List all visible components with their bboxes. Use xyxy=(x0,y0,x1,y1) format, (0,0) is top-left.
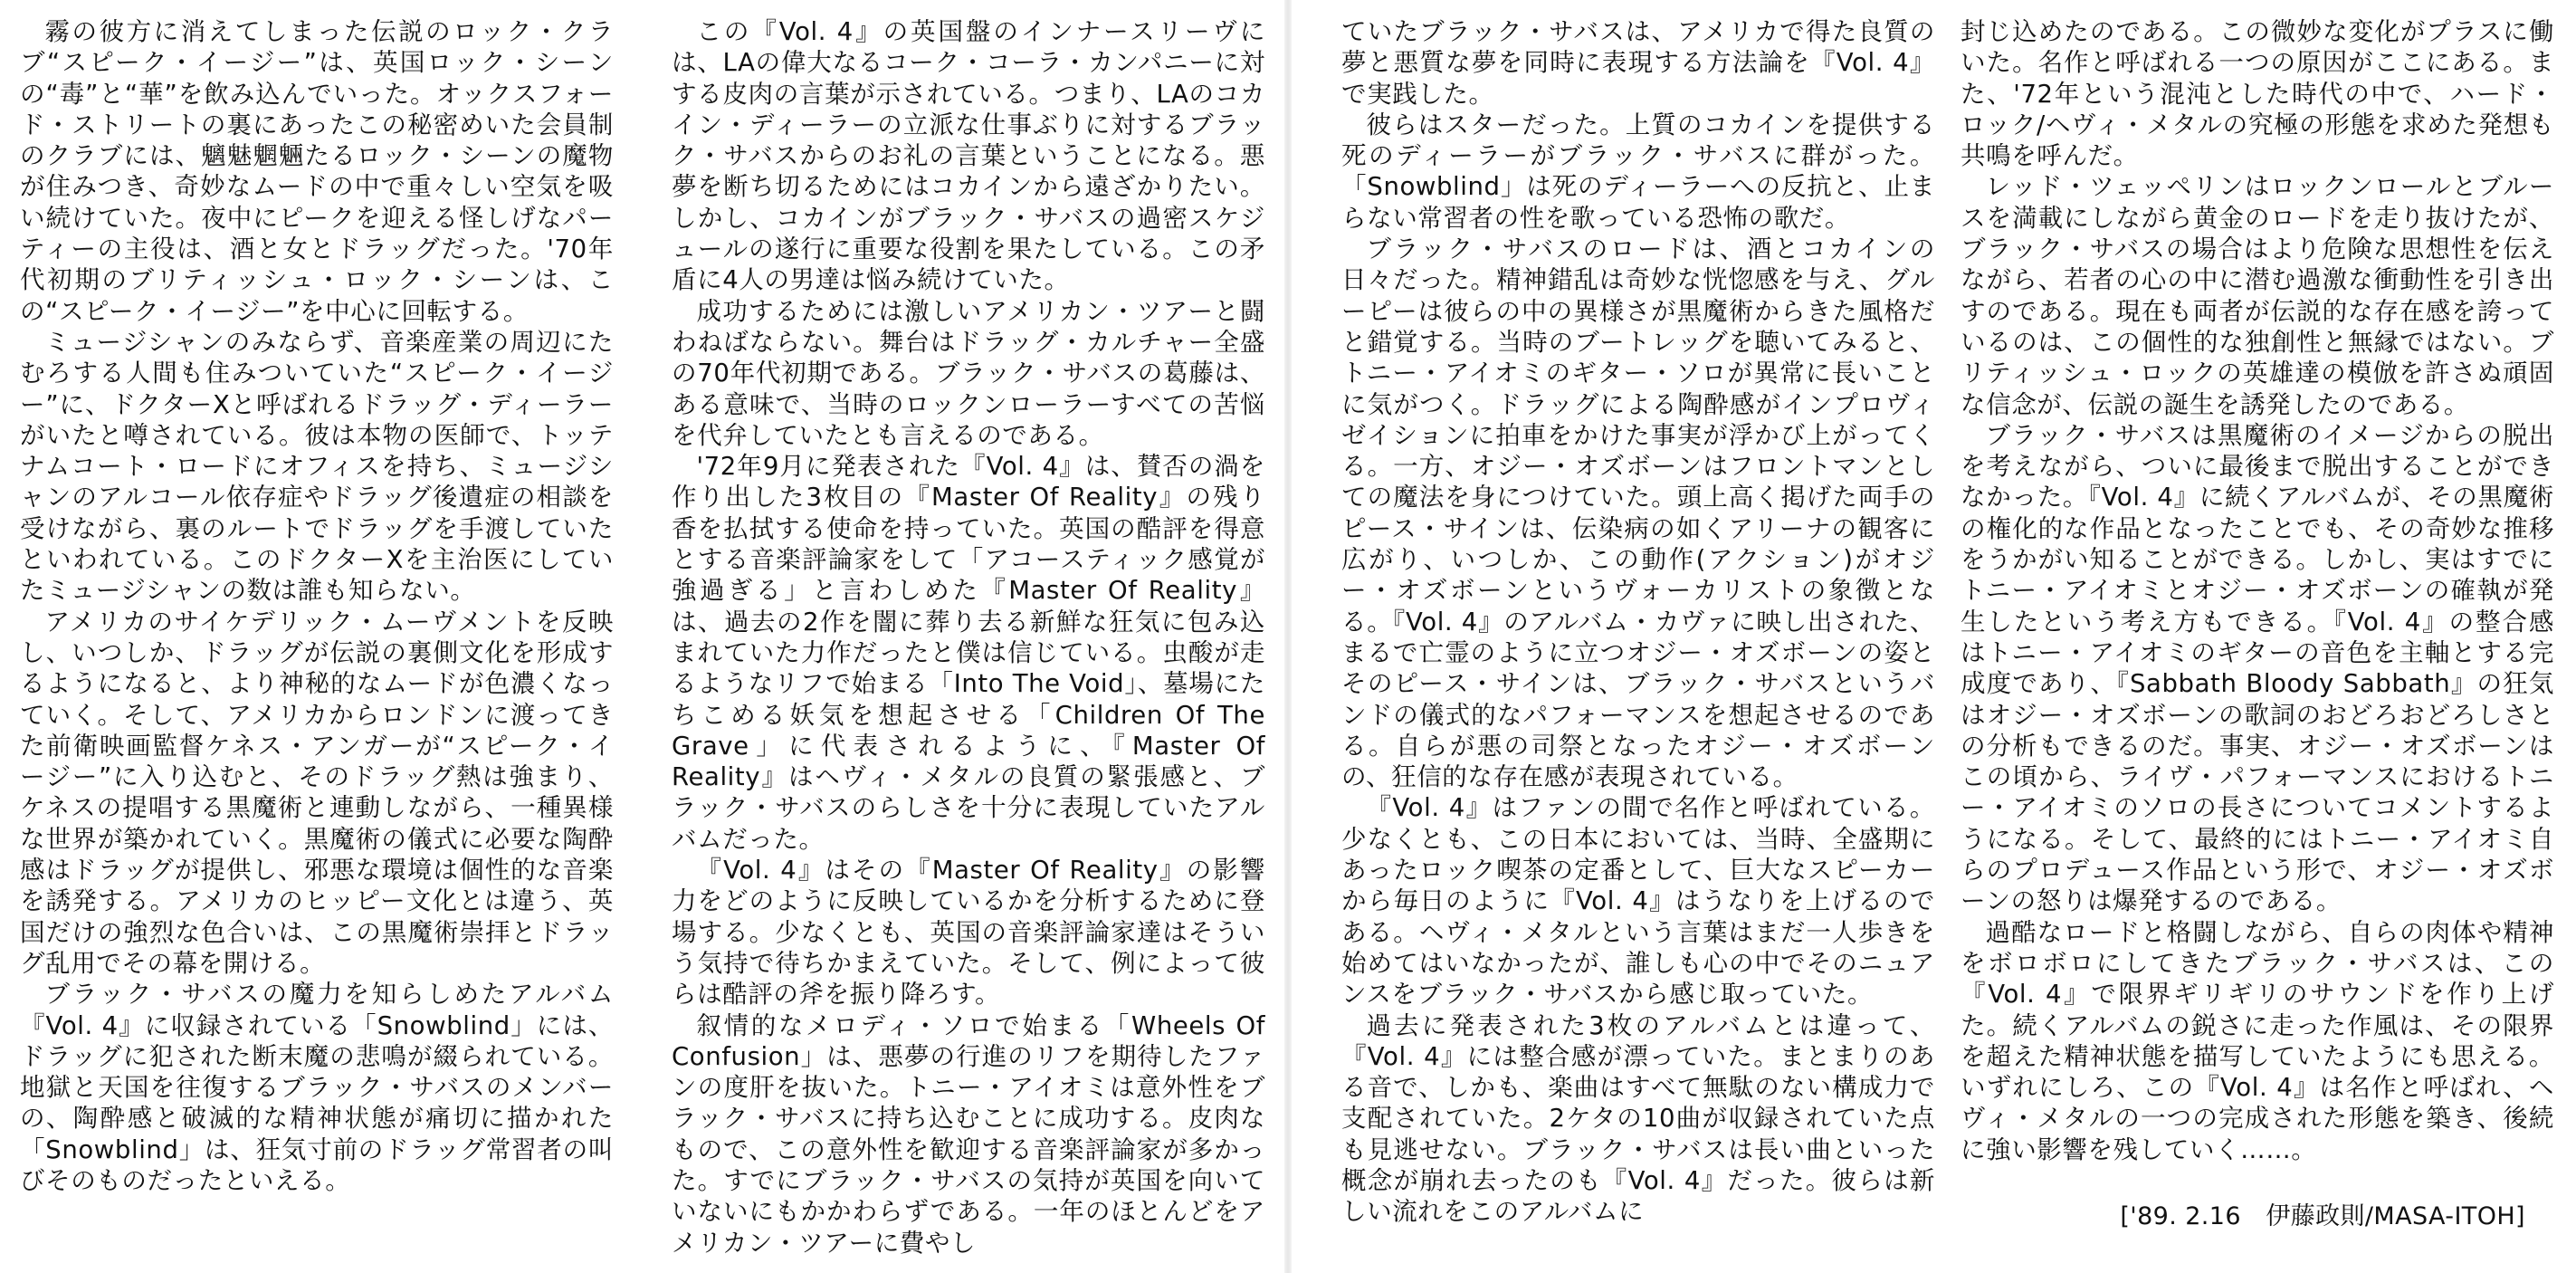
paragraph: この『Vol. 4』の英国盤のインナースリーヴには、LAの偉大なるコーク・コーラ・カンパニーに対する皮肉の言葉が示されている。つまり、LAのコカイン・ディーラーの立派な仕事ぶりに対するブラック・サバスからのお礼の言葉ということになる。悪夢を断ち切るためにはコカインから遠ざかりたい。しかし、コカインがブラック・サバスの過密スケジュールの遂行に重要な役割を果たしている。この矛盾に4人の男達は悩み続けていた。 xyxy=(672,17,1265,295)
paragraph: ていたブラック・サバスは、アメリカで得た良質の夢と悪質な夢を同時に表現する方法論を『Vol. 4』で実践した。 xyxy=(1341,17,1935,109)
author-signature: ['89. 2.16 伊藤政則/MASA-ITOH] xyxy=(2120,1202,2525,1230)
paragraph: ブラック・サバスは黒魔術のイメージからの脱出を考えながら、ついに最後まで脱出することができなかった。『Vol. 4』に続くアルバムが、その黒魔術の権化的な作品となったことでも、その奇妙な推移をうかがい知ることができる。しかし、実はすでにトニー・アイオミとオジー・オズボーンの確執が発生したという考え方もできる。『Vol. 4』の整合感はトニー・アイオミのギターの音色を主軸とする完成度であり、『Sabbath Bloody Sabbath』の狂気はオジー・オズボーンの歌詞のおどろおどろしさとの分析もできるのだ。事実、オジー・オズボーンはこの頃から、ライヴ・パフォーマンスにおけるトニー・アイオミのソロの長さについてコメントするようになる。そして、最終的にはトニー・アイオミ自らのプロデュース作品という形で、オジー・オズボーンの怒りは爆発するのである。 xyxy=(1961,420,2554,916)
paragraph: 成功するためには激しいアメリカン・ツアーと闘わねばならない。舞台はドラッグ・カルチャー全盛の70年代初期である。ブラック・サバスの葛藤は、ある意味で、当時のロックンローラーすべての苦悩を代弁していたとも言えるのである。 xyxy=(672,296,1265,450)
paragraph: レッド・ツェッペリンはロックンロールとブルースを満載にしながら黄金のロードを走り抜けたが、ブラック・サバスの場合はより危険な思想性を伝えながら、若者の心の中に潜む過激な衝動性を引き出すのである。現在も両者が伝説的な存在感を誇っているのは、この個性的な独創性と無縁ではない。ブリティッシュ・ロックの英雄達の模倣を許さぬ頑固な信念が、伝説の誕生を誘発したのである。 xyxy=(1961,172,2554,419)
paragraph: 『Vol. 4』はファンの間で名作と呼ばれている。少なくとも、この日本においては、当時、全盛期にあったロック喫茶の定番として、巨大なスピーカーから毎日のように『Vol. 4』はうなりを上げるのである。ヘヴィ・メタルという言葉はまだ一人歩きを始めてはいなかったが、誰しも心の中でそのニュアンスをブラック・サバスから感じ取っていた。 xyxy=(1341,793,1935,1010)
paragraph: アメリカのサイケデリック・ムーヴメントを反映し、いつしか、ドラッグが伝説の裏側文化を形成するようになると、より神秘的なムードが色濃くなっていく。そして、アメリカからロンドンに渡ってきた前衛映画監督ケネス・アンガーが“スピーク・イージー”に入り込むと、そのドラッグ熱は強まり、ケネスの提唱する黒魔術と連動しながら、一種異様な世界が築かれていく。黒魔術の儀式に必要な陶酔感はドラッグが提供し、邪悪な環境は個性的な音楽を誘発する。アメリカのヒッピー文化とは違う、英国だけの強烈な色合いは、この黒魔術崇拝とドラッグ乱用でその幕を開ける。 xyxy=(20,607,614,978)
paragraph: 過去に発表された3枚のアルバムとは違って、『Vol. 4』には整合感が漂っていた。まとまりのある音で、しかも、楽曲はすべて無駄のない構成力で支配されていた。2ケタの10曲が収録されていた点も見逃せない。ブラック・サバスは長い曲といった概念が崩れ去ったのも『Vol. 4』だった。彼らは新しい流れをこのアルバムに xyxy=(1341,1010,1935,1227)
text-column-4 xyxy=(1961,16,2554,1266)
paragraph: 過酷なロードと格闘しながら、自らの肉体や精神をボロボロにしてきたブラック・サバスは、この『Vol. 4』で限界ギリギリのサウンドを作り上げた。続くアルバムの鋭さに走った作風は、その限界を超えた精神状態を描写していたようにも思える。いずれにしろ、この『Vol. 4』は名作と呼ばれ、ヘヴィ・メタルの一つの完成された形態を築き、後続に強い影響を残していく……。 xyxy=(1961,917,2554,1164)
paragraph: 封じ込めたのである。この微妙な変化がプラスに働いた。名作と呼ばれる一つの原因がここにある。また、'72年という混沌とした時代の中で、ハード・ロック/ヘヴィ・メタルの究極の形態を求めた発想も共鳴を呼んだ。 xyxy=(1961,17,2554,171)
paragraph: 『Vol. 4』はその『Master Of Reality』の影響力をどのように反映しているかを分析するために登場する。少なくとも、英国の音楽評論家達はそういう気持で待ちかまえていた。そして、例によって彼らは酷評の斧を振り降ろす。 xyxy=(672,856,1265,1010)
text-column-2 xyxy=(672,16,1265,1266)
paragraph: ブラック・サバスの魔力を知らしめたアルバム『Vol. 4』に収録されている「Snowblind」には、ドラッグに犯された断末魔の悲鳴が綴られている。地獄と天国を往復するブラック・サバスのメンバーの、陶酔感と破滅的な精神状態が痛切に描かれた「Snowblind」は、狂気寸前のドラッグ常習者の叫びそのものだったといえる。 xyxy=(20,980,614,1195)
paragraph: 霧の彼方に消えてしまった伝説のロック・クラブ“スピーク・イージー”は、英国ロック・シーンの“毒”と“華”を飲み込んでいった。オックスフォード・ストリートの裏にあったこの秘密めいた会員制のクラブには、魑魅魍魎たるロック・シーンの魔物が住みつき、奇妙なムードの中で重々しい空気を吸い続けていた。夜中にピークを迎える怪しげなパーティーの主役は、酒と女とドラッグだった。'70年代初期のブリティッシュ・ロック・シーンは、この“スピーク・イージー”を中心に回転する。 xyxy=(20,17,614,326)
paragraph: ミュージシャンのみならず、音楽産業の周辺にたむろする人間も住みついていた“スピーク・イージー”に、ドクターXと呼ばれるドラッグ・ディーラーがいたと噂されている。彼は本物の医師で、トッテナムコート・ロードにオフィスを持ち、ミュージシャンのアルコール依存症やドラッグ後遺症の相談を受けながら、裏のルートでドラッグを手渡していたといわれている。このドクターXを主治医にしていたミュージシャンの数は誰も知らない。 xyxy=(20,327,614,606)
paragraph: '72年9月に発表された『Vol. 4』は、賛否の渦を作り出した3枚目の『Master Of Reality』の残り香を払拭する使命を持っていた。英国の酷評を得意とする音楽評論家をして「アコースティック感覚が強過ぎる」と言わしめた『Master Of Reality』は、過去の2作を闇に葬り去る新鮮な狂気に包み込まれていた力作だったと僕は信じている。虫酸が走るようなリフで始まる「Into The Void」、墓場にたちこめる妖気を想起させる「Children Of The Grave」に代表されるように、『Master Of Reality』はヘヴィ・メタルの良質の緊張感と、ブラック・サバスのらしさを十分に表現していたアルバムだった。 xyxy=(672,452,1265,854)
text-column-3 xyxy=(1341,16,1935,1266)
paragraph: 彼らはスターだった。上質のコカインを提供する死のディーラーがブラック・サバスに群がった。「Snowblind」は死のディーラーへの反抗と、止まらない常習者の性を歌っている恐怖の歌だ。 xyxy=(1341,110,1935,233)
paragraph: 叙情的なメロディ・ソロで始まる「Wheels Of Confusion」は、悪夢の行進のリフを期待したファンの度肝を抜いた。トニー・アイオミは意外性をブラック・サバスに持ち込むことに成功する。皮肉なもので、この意外性を歓迎する音楽評論家が多かった。すでにブラック・サバスの気持が英国を向いていないにもかかわらずである。一年のほとんどをアメリカン・ツアーに費やし xyxy=(672,1010,1265,1258)
text-column-1 xyxy=(20,16,614,1266)
paragraph: ブラック・サバスのロードは、酒とコカインの日々だった。精神錯乱は奇妙な恍惚感を与え、グルーピーは彼らの中の異様さが黒魔術からきた風格だと錯覚する。当時のブートレッグを聴いてみると、トニー・アイオミのギター・ソロが異常に長いことに気がつく。ドラッグによる陶酔感がインプロヴィゼイションに拍車をかけた事実が浮かび上がってくる。一方、オジー・オズボーンはフロントマンとしての魔法を身につけていた。頭上高く掲げた両手のピース・サインは、伝染病の如くアリーナの観客に広がり、いつしか、この動作(アクション)がオジー・オズボーンというヴォーカリストの象徴となる。『Vol. 4』のアルバム・カヴァに映し出された、まるで亡霊のように立つオジー・オズボーンの姿とそのピース・サインは、ブラック・サバスというバンドの儀式的なパフォーマンスを想起させるのである。自らが悪の司祭となったオジー・オズボーンの、狂信的な存在感が表現されている。 xyxy=(1341,234,1935,792)
